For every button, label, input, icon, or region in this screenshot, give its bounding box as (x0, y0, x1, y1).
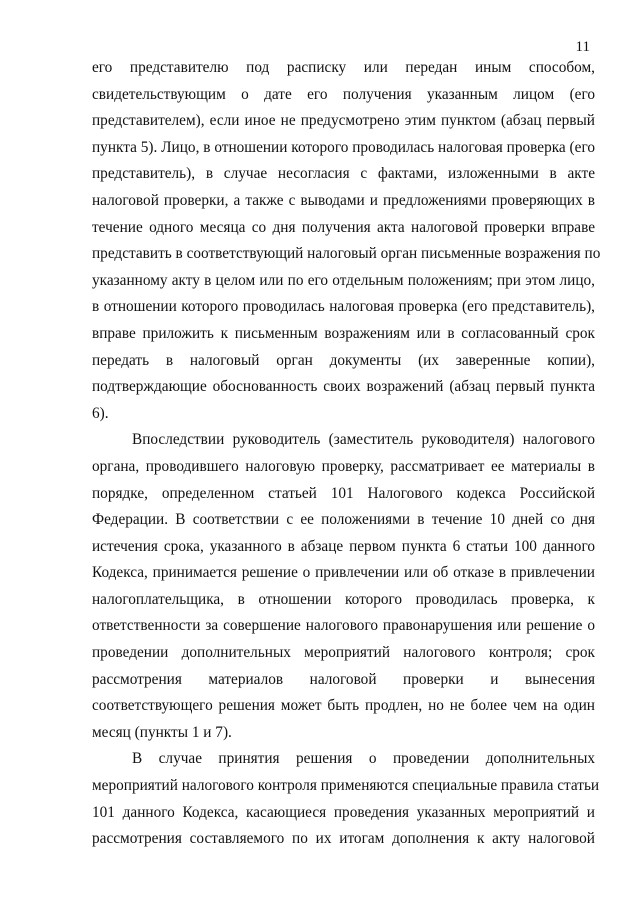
text-line: Кодекса, принимается решение о привлечении или об отказе в привлечении (92, 564, 595, 582)
text-line: 101 данного Кодекса, касающиеся проведения указанных мероприятий и (92, 803, 595, 821)
text-line: пункта 5). Лицо, в отношении которого проводилась налоговая проверка (его (92, 138, 595, 156)
page-number: 11 (575, 39, 590, 55)
text-line: представить в соответствующий налоговый орган письменные возражения по (92, 245, 601, 263)
text-line: органа, проводившего налоговую проверку, рассматривает ее материалы в (92, 457, 595, 475)
text-line: течение одного месяца со дня получения акта налоговой проверки вправе (92, 218, 595, 236)
paragraph-2 (92, 427, 595, 746)
text-line: в отношении которого проводилась налоговая проверка (его представитель), (92, 298, 595, 316)
text-line: истечения срока, указанного в абзаце первом пункта 6 статьи 100 данного (92, 537, 595, 555)
text-line: В случае принятия решения о проведении дополнительных (132, 750, 595, 768)
text-line: Впоследствии руководитель (заместитель руководителя) налогового (132, 431, 595, 449)
text-line: его представителю под расписку или передан иным способом, (92, 59, 595, 76)
text-line: соответствующего решения может быть продлен, но не более чем на один (92, 697, 595, 715)
text-line: передать в налоговый орган документы (их заверенные копии), (92, 351, 595, 369)
paragraph-1 (92, 55, 601, 427)
text-line: проведении дополнительных мероприятий налогового контроля; срок (92, 644, 595, 662)
text-line: подтверждающие обоснованность своих возражений (абзац первый пункта (92, 378, 595, 396)
text-line: мероприятий налогового контроля применяются специальные правила статьи (92, 777, 600, 795)
text-line: Федерации. В соответствии с ее положениями в течение 10 дней со дня (92, 511, 595, 529)
text-line: указанному акту в целом или по его отдельным положениям; при этом лицо, (92, 271, 595, 289)
text-line: вправе приложить к письменным возражениям или в согласованный срок (92, 324, 595, 342)
text-line: ответственности за совершение налогового правонарушения или решение о (92, 617, 595, 635)
text-line: представитель), в случае несогласия с фактами, изложенными в акте (92, 165, 595, 183)
text-line: порядке, определенном статьей 101 Налогового кодекса Российской (92, 484, 595, 502)
document-body (92, 55, 601, 853)
text-line: рассмотрения составляемого по их итогам дополнения к акту налоговой (92, 830, 595, 848)
text-line: представителем), если иное не предусмотрено этим пунктом (абзац первый (92, 112, 595, 130)
text-line: налоговой проверки, а также с выводами и предложениями проверяющих в (92, 191, 595, 209)
text-line: 6). (92, 404, 109, 422)
text-line: месяц (пункты 1 и 7). (92, 723, 232, 741)
text-line: свидетельствующим о дате его получения указанным лицом (его (92, 85, 595, 103)
text-line: рассмотрения материалов налоговой проверки и вынесения (92, 670, 595, 688)
text-line: налогоплательщика, в отношении которого проводилась проверка, к (92, 590, 595, 608)
paragraph-3 (92, 746, 600, 852)
